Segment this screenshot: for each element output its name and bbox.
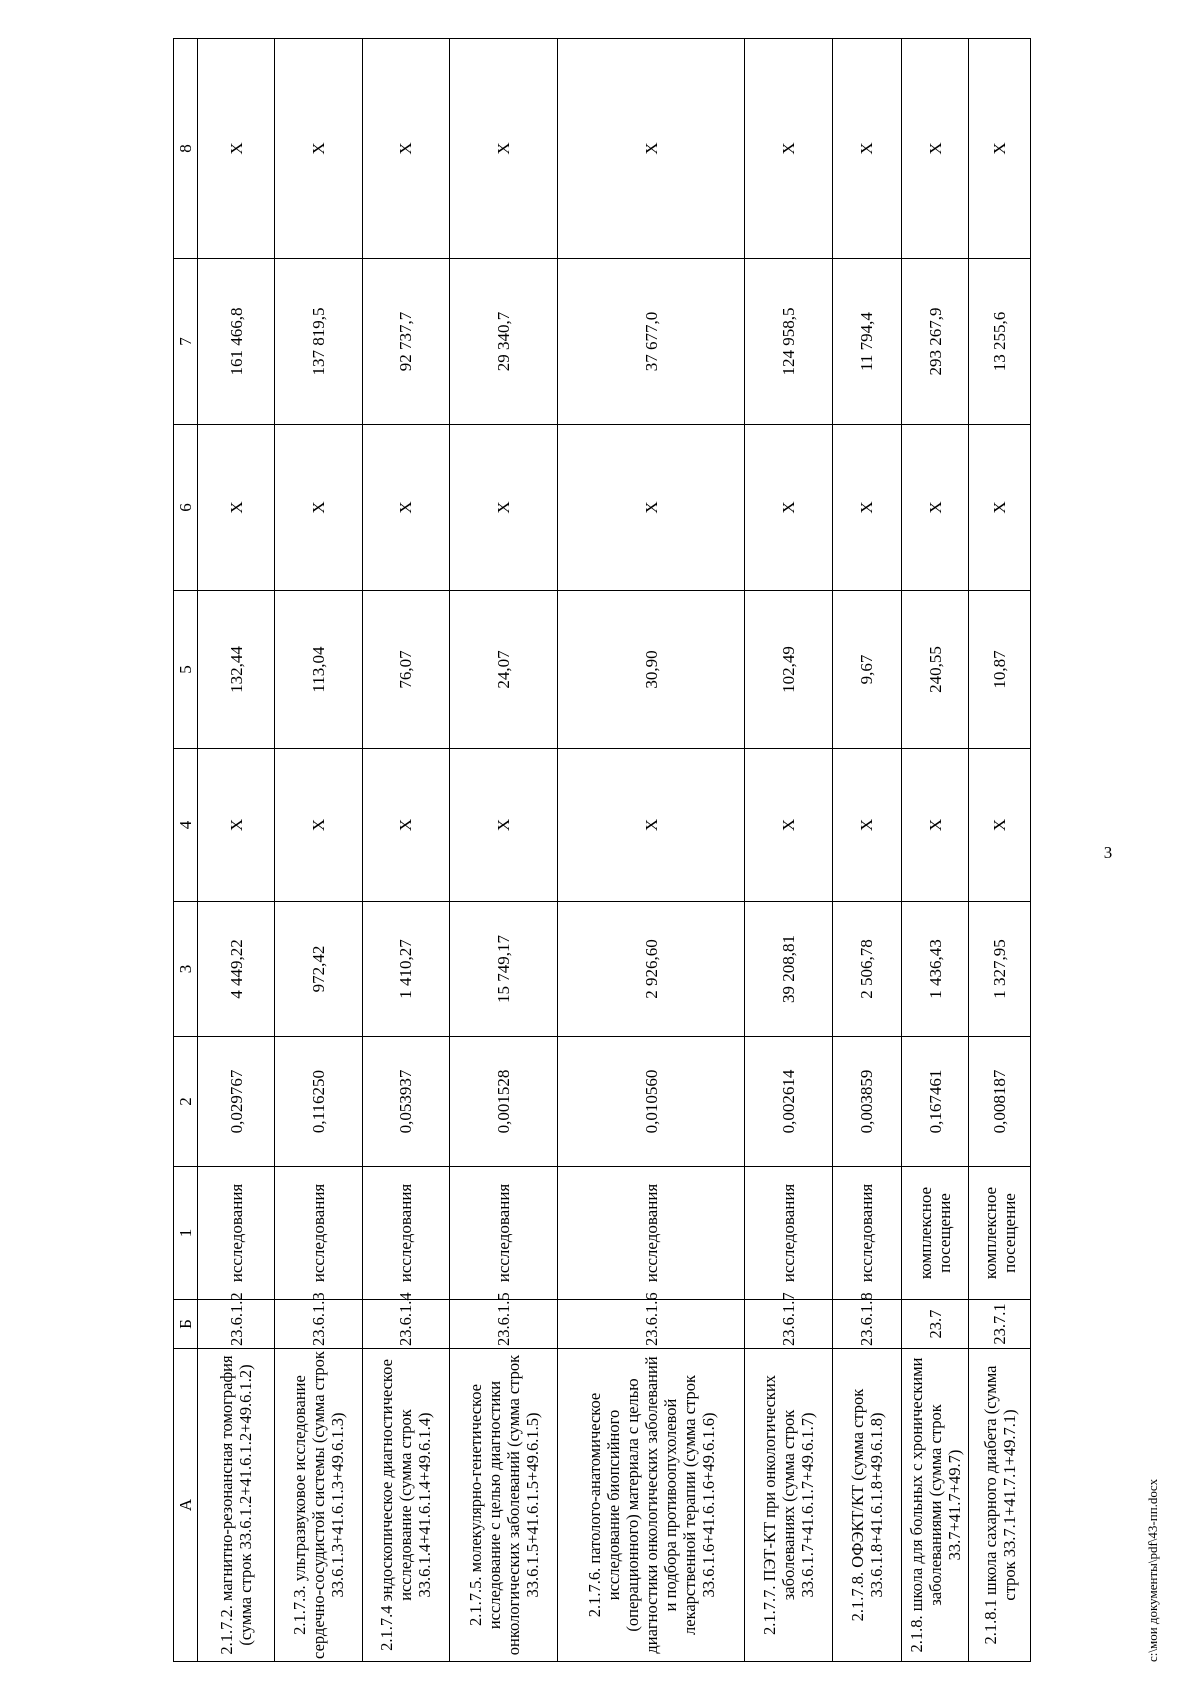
cell-a: 2.1.7.5. молекулярно-генетическое исследование с целью диагностики онкологических заболеваний (сумма строк 33.6.1.5+41.6.1.5+49.6.1.5): [449, 1349, 558, 1662]
cell-c4: Х: [969, 749, 1031, 902]
cell-c6: Х: [901, 425, 969, 591]
cell-c8: Х: [449, 39, 558, 259]
cell-c2: 0,002614: [744, 1037, 832, 1167]
cell-c6: Х: [833, 425, 902, 591]
header-cell: 8: [174, 39, 198, 259]
cell-c1: комплексное посещение: [901, 1167, 969, 1300]
cell-c2: 0,008187: [969, 1037, 1031, 1167]
cell-c3: 1 436,43: [901, 902, 969, 1037]
table-row: [833, 39, 902, 1662]
cell-c6: Х: [449, 425, 558, 591]
cell-c2: 0,003859: [833, 1037, 902, 1167]
cell-c5: 76,07: [362, 591, 449, 749]
cell-c1: исследования: [744, 1167, 832, 1300]
header-cell: 5: [174, 591, 198, 749]
cell-c2: 0,116250: [275, 1037, 362, 1167]
cell-c7: 124 958,5: [744, 259, 832, 425]
table-body: [174, 39, 1031, 1662]
cell-a: 2.1.7.7. ПЭТ-КТ при онкологических заболеваниях (сумма строк 33.6.1.7+41.6.1.7+49.6.1.7): [744, 1349, 832, 1662]
cell-c6: Х: [275, 425, 362, 591]
cell-c2: 0,001528: [449, 1037, 558, 1167]
cell-c5: 113,04: [275, 591, 362, 749]
cell-c7: 29 340,7: [449, 259, 558, 425]
table-row: [197, 39, 275, 1662]
cell-c2: 0,053937: [362, 1037, 449, 1167]
cell-c8: Х: [901, 39, 969, 259]
cell-a: 2.1.7.4 эндоскопическое диагностическое исследование (сумма строк 33.6.1.4+41.6.1.4+49.6.1.4): [362, 1349, 449, 1662]
cell-c5: 9,67: [833, 591, 902, 749]
cell-a: 2.1.8.1 школа сахарного диабета (сумма строк 33.7.1+41.7.1+49.7.1): [969, 1349, 1031, 1662]
header-cell: 4: [174, 749, 198, 902]
cell-c3: 15 749,17: [449, 902, 558, 1037]
cell-c2: 0,029767: [197, 1037, 275, 1167]
cell-c3: 2 926,60: [558, 902, 745, 1037]
header-cell: 3: [174, 902, 198, 1037]
cell-c1: исследования: [197, 1167, 275, 1300]
cell-c5: 240,55: [901, 591, 969, 749]
cell-c4: Х: [362, 749, 449, 902]
cell-b: 23.6.1.7: [744, 1300, 832, 1349]
header-cell: А: [174, 1349, 198, 1662]
cell-c5: 24,07: [449, 591, 558, 749]
cell-b: 23.7: [901, 1300, 969, 1349]
cell-b: 23.6.1.6: [558, 1300, 745, 1349]
header-cell: 7: [174, 259, 198, 425]
cell-c7: 92 737,7: [362, 259, 449, 425]
header-cell: Б: [174, 1300, 198, 1349]
cell-c1: исследования: [275, 1167, 362, 1300]
table-row: [275, 39, 362, 1662]
cell-c7: 37 677,0: [558, 259, 745, 425]
cell-c6: Х: [362, 425, 449, 591]
cell-b: 23.6.1.8: [833, 1300, 902, 1349]
cell-c4: Х: [449, 749, 558, 902]
cell-c5: 30,90: [558, 591, 745, 749]
cell-c6: Х: [197, 425, 275, 591]
cell-c3: 2 506,78: [833, 902, 902, 1037]
cell-c8: Х: [558, 39, 745, 259]
page-number: 3: [1103, 842, 1113, 862]
cell-c6: Х: [558, 425, 745, 591]
cell-c2: 0,010560: [558, 1037, 745, 1167]
cell-c1: исследования: [558, 1167, 745, 1300]
cell-c7: 161 466,8: [197, 259, 275, 425]
cell-c4: Х: [901, 749, 969, 902]
header-cell: 1: [174, 1167, 198, 1300]
cell-c4: Х: [197, 749, 275, 902]
table-row: [558, 39, 745, 1662]
table-row: [901, 39, 969, 1662]
cell-c1: комплексное посещение: [969, 1167, 1031, 1300]
data-table: [173, 38, 1031, 1662]
cell-c3: 1 327,95: [969, 902, 1031, 1037]
cell-c2: 0,167461: [901, 1037, 969, 1167]
header-cell: 6: [174, 425, 198, 591]
cell-c8: Х: [833, 39, 902, 259]
cell-c5: 102,49: [744, 591, 832, 749]
cell-a: 2.1.7.8. ОФЭКТ/КТ (сумма строк 33.6.1.8+41.6.1.8+49.6.1.8): [833, 1349, 902, 1662]
cell-c7: 13 255,6: [969, 259, 1031, 425]
cell-c8: Х: [197, 39, 275, 259]
cell-c1: исследования: [362, 1167, 449, 1300]
cell-c8: Х: [362, 39, 449, 259]
header-row: [174, 39, 198, 1662]
cell-c4: Х: [558, 749, 745, 902]
cell-b: 23.6.1.4: [362, 1300, 449, 1349]
cell-c5: 132,44: [197, 591, 275, 749]
cell-c7: 11 794,4: [833, 259, 902, 425]
cell-c3: 4 449,22: [197, 902, 275, 1037]
cell-b: 23.7.1: [969, 1300, 1031, 1349]
cell-c3: 39 208,81: [744, 902, 832, 1037]
cell-a: 2.1.7.2. магнитно-резонансная томография (сумма строк 33.6.1.2+41.6.1.2+49.6.1.2): [197, 1349, 275, 1662]
cell-c3: 972,42: [275, 902, 362, 1037]
cell-c4: Х: [833, 749, 902, 902]
cell-c6: Х: [969, 425, 1031, 591]
table-row: [744, 39, 832, 1662]
table-row: [969, 39, 1031, 1662]
cell-c7: 293 267,9: [901, 259, 969, 425]
cell-c1: исследования: [833, 1167, 902, 1300]
cell-a: 2.1.8. школа для больных с хроническими заболеваниями (сумма строк 33.7+41.7+49.7): [901, 1349, 969, 1662]
cell-c3: 1 410,27: [362, 902, 449, 1037]
cell-c4: Х: [744, 749, 832, 902]
table-row: [449, 39, 558, 1662]
cell-c6: Х: [744, 425, 832, 591]
header-cell: 2: [174, 1037, 198, 1167]
cell-c7: 137 819,5: [275, 259, 362, 425]
cell-c4: Х: [275, 749, 362, 902]
cell-b: 23.6.1.2: [197, 1300, 275, 1349]
cell-c1: исследования: [449, 1167, 558, 1300]
cell-b: 23.6.1.3: [275, 1300, 362, 1349]
cell-c8: Х: [275, 39, 362, 259]
cell-a: 2.1.7.3. ультразвуковое исследование сердечно-сосудистой системы (сумма строк 33.6.1.3+41.6.1.3+49.6.1.3): [275, 1349, 362, 1662]
cell-c8: Х: [744, 39, 832, 259]
cell-c5: 10,87: [969, 591, 1031, 749]
cell-c8: Х: [969, 39, 1031, 259]
file-path-footer: c:\мои документы\pdf\43-пп.docx: [1145, 1478, 1160, 1662]
cell-a: 2.1.7.6. патолого-анатомическое исследование биопсийного (операционного) материала с целью диагностики онкологических заболеваний и подбора противоопухолевой лекарственной терапии (сумма строк 33.6.1.6+41.6.1.6+49.6.1.6): [558, 1349, 745, 1662]
table-row: [362, 39, 449, 1662]
cell-b: 23.6.1.5: [449, 1300, 558, 1349]
